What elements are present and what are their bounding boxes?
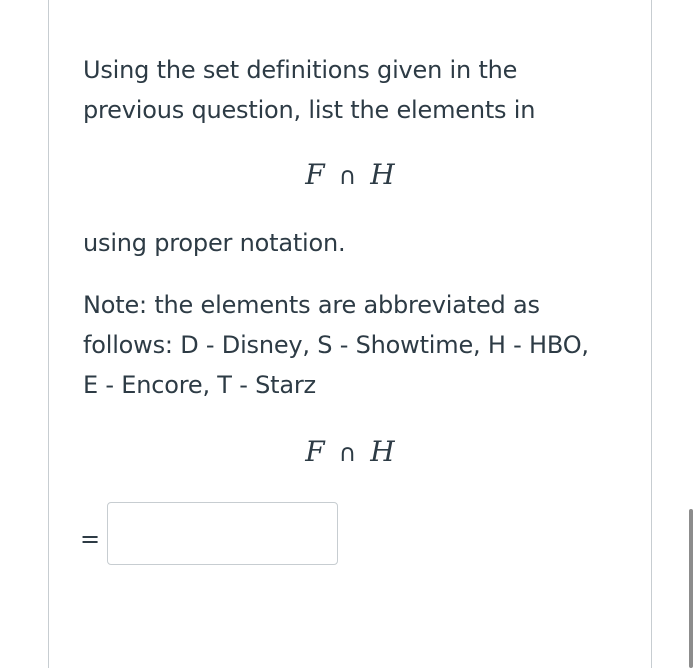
set-h: H [370, 158, 395, 191]
answer-input[interactable] [107, 502, 338, 565]
answer-intersection-symbol: ∩ [338, 439, 357, 467]
note-line-1: Note: the elements are abbreviated as [83, 291, 540, 319]
equals-sign: = [80, 525, 101, 553]
question-instruction: using proper notation. [83, 229, 346, 257]
set-expression [0, 158, 700, 191]
set-f: F [305, 158, 325, 191]
answer-set-f: F [305, 435, 325, 468]
question-intro-line-1: Using the set definitions given in the [83, 56, 518, 84]
scrollbar-thumb[interactable] [689, 509, 693, 668]
answer-expression [0, 435, 700, 468]
note-line-2: follows: D - Disney, S - Showtime, H - HBO, [83, 331, 589, 359]
note-line-3: E - Encore, T - Starz [83, 371, 316, 399]
answer-set-h: H [370, 435, 395, 468]
question-note [83, 285, 623, 405]
question-intro [83, 50, 603, 130]
question-intro-line-2: previous question, list the elements in [83, 96, 536, 124]
intersection-symbol: ∩ [338, 162, 357, 190]
